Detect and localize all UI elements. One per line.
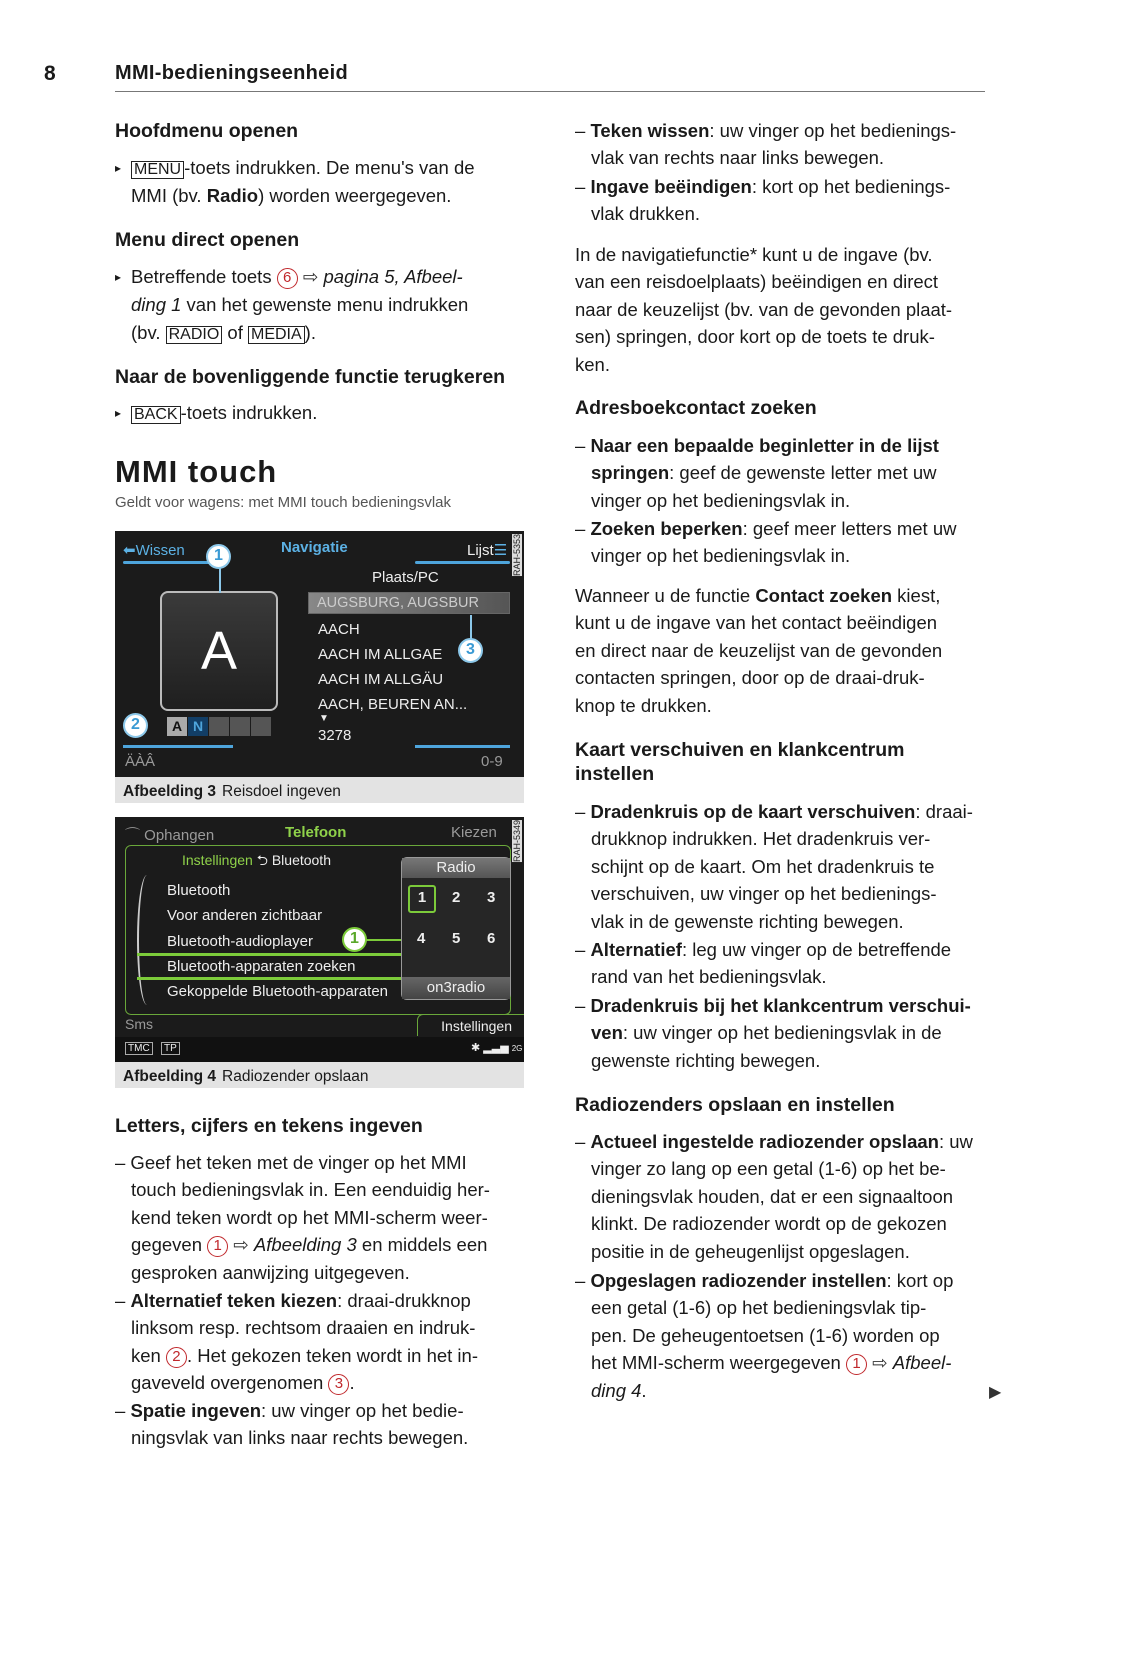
text: : leg uw vinger op de betreffende rand van het bedieningsvlak. [591, 939, 952, 988]
list-item-selected[interactable]: Bluetooth-apparaten zoeken [167, 958, 356, 975]
bold-text: Spatie ingeven [130, 1400, 262, 1421]
heading-menu-direct: Menu direct openen [115, 229, 300, 251]
dash-item [575, 1128, 995, 1265]
paragraph [575, 241, 995, 378]
dash-item [575, 173, 995, 228]
figure-code: RAH-5349 [512, 820, 522, 863]
footer-line [415, 745, 510, 748]
callout-1: 1 [206, 544, 231, 569]
text: kiest, kunt u de ingave van het contact beëindigen en direct naar de keuzelijst van de gevonden contacten springen, door op de draai-druk- knop te drukken. [575, 585, 943, 716]
callout-line [365, 939, 401, 941]
selection-line [137, 977, 401, 980]
preset-5[interactable]: 5 [452, 930, 461, 947]
text: van het gewenste menu indrukken (bv. [131, 294, 469, 343]
text: : uw vinger zo lang op een getal (1-6) op het be- dieningsvlak houden, dat er een signaaltoon klinkt. De radiozender wordt op de gekozen positie in de geheugenlijst opgeslagen. [591, 1131, 973, 1262]
preset-1[interactable]: 1 [408, 885, 436, 913]
text: – [575, 1270, 591, 1291]
list-item[interactable]: Bluetooth-audioplayer [167, 933, 313, 950]
dash-item [575, 515, 995, 570]
result-count: 3278 [318, 727, 352, 744]
text: : geef de gewenste letter met uw vinger op het bedieningsvlak in. [591, 462, 937, 511]
letter-slot[interactable]: N [188, 717, 208, 736]
umlaut-option[interactable]: ÄÀÂ [125, 753, 156, 770]
text: – [575, 801, 591, 822]
bullet-triangle-icon: ▸ [115, 406, 122, 420]
callout-3: 3 [458, 638, 483, 663]
text: . Het gekozen teken wordt in het in- gaveveld overgenomen [131, 1344, 478, 1394]
dash-item [575, 992, 995, 1074]
figure-4-caption: Afbeelding 4 Radiozender opslaan [115, 1062, 524, 1088]
tmc-badge: TMC [125, 1042, 153, 1055]
text: – Geef het teken met de vinger op het MMI touch bedieningsvlak in. Een eenduidig her- kend teken wordt op het MMI-scherm weer- gegeven [115, 1152, 490, 1256]
text: – [575, 995, 591, 1016]
bold-text: Dradenkruis op de kaart verschuiven [590, 801, 916, 822]
bold-text: Teken wissen [590, 120, 710, 141]
heading-kaart: Kaart verschuiven en klankcentrum instellen [575, 739, 905, 785]
breadcrumb: Instellingen ⮌ Bluetooth [182, 852, 331, 868]
italic-ref: pagina 5, Afbeel- ding 1 [131, 266, 463, 316]
list-item[interactable]: AACH IM ALLGAE [318, 646, 443, 663]
heading-adresboek: Adresboekcontact zoeken [575, 397, 817, 419]
text: -toets indrukken. De menu's van de MMI (bv. [131, 157, 475, 207]
letter-slot[interactable] [209, 717, 229, 736]
figure-4-screen [115, 817, 524, 1062]
preset-4[interactable]: 4 [417, 930, 426, 947]
list-item[interactable]: AACH IM ALLGÄU [318, 671, 444, 688]
wissen-label: ⬅Wissen [123, 542, 185, 559]
text: – [575, 518, 591, 539]
text: : uw vinger op het bedieningsvlak in de gewenste richting bewegen. [591, 1022, 942, 1071]
page-number: 8 [44, 62, 56, 85]
instruction-back [115, 399, 535, 427]
bold-text: Dradenkruis bij het klankcentrum verschui- ven [590, 995, 971, 1044]
text: – [115, 1400, 131, 1421]
preset-2[interactable]: 2 [452, 889, 461, 906]
destination-input[interactable]: AUGSBURG, AUGSBUR [308, 592, 510, 614]
section-subtitle: Geldt voor wagens: met MMI touch bedieningsvlak [115, 494, 451, 511]
text: en middels een gesproken aanwijzing uitgegeven. [131, 1234, 488, 1283]
text: – [115, 1290, 131, 1311]
heading-radiozenders: Radiozenders opslaan en instellen [575, 1094, 895, 1116]
text: of [222, 321, 248, 343]
preset-6[interactable]: 6 [487, 930, 496, 947]
dash-item [575, 432, 995, 514]
popup-title: Radio [402, 858, 510, 878]
bold-text: Opgeslagen radiozender instellen [590, 1270, 887, 1291]
bold-text: Alternatief [590, 939, 682, 960]
dash-item [115, 1149, 535, 1286]
bold-text: Contact zoeken [755, 585, 893, 606]
page-title: MMI-bedieningseenheid [115, 62, 348, 84]
screen-title: Telefoon [285, 824, 347, 841]
bold-text: Ingave beëindigen [590, 176, 752, 197]
status-bar [115, 1037, 524, 1062]
callout-number: 1 [846, 1354, 867, 1375]
callout-number: 3 [328, 1374, 349, 1395]
key-label: RADIO [166, 326, 223, 344]
field-label: Plaats/PC [372, 569, 439, 586]
heading-hoofdmenu: Hoofdmenu openen [115, 120, 299, 142]
footer-line [123, 745, 233, 748]
text: – [575, 435, 591, 456]
key-label: MENU [131, 161, 184, 179]
paragraph [575, 582, 995, 719]
header-line [415, 561, 510, 564]
text: : geef meer letters met uw vinger op het bedieningsvlak in. [591, 518, 957, 567]
scroll-down-icon: ▼ [319, 713, 329, 724]
text: . [641, 1379, 647, 1401]
bold-text: Alternatief teken kiezen [130, 1290, 338, 1311]
text: Betreffende toets [131, 266, 277, 287]
text: – [575, 1131, 591, 1152]
dash-item [575, 1267, 995, 1404]
callout-1: 1 [342, 927, 367, 952]
figure-3-screen [115, 531, 524, 777]
list-item[interactable]: Voor anderen zichtbaar [167, 907, 323, 924]
bold-text: Radio [206, 185, 259, 207]
text: : uw vinger op het bedie- ningsvlak van links naar rechts bewegen. [131, 1400, 469, 1449]
instruction-direct [115, 263, 535, 346]
figure-code: RAH-5353 [512, 534, 522, 577]
text: – [575, 939, 591, 960]
letter-slot[interactable]: A [167, 717, 187, 736]
instruction-menu [115, 154, 535, 210]
selection-line [137, 953, 401, 956]
dash-item [115, 1287, 535, 1397]
text: . [349, 1372, 355, 1394]
screen-title: Navigatie [281, 539, 348, 556]
list-item[interactable]: Bluetooth [167, 882, 231, 899]
list-label: Lijst☰ [467, 542, 508, 559]
arrow-icon: ⇨ [867, 1352, 893, 1374]
bold-text: Naar een bepaalde beginletter in de lijst springen [590, 435, 939, 484]
dash-item [575, 798, 995, 935]
bold-text: Actueel ingestelde radiozender opslaan [590, 1131, 939, 1152]
text: : kort op een getal (1-6) op het bedieningsvlak tip- pen. De geheugentoetsen (1-6) worden op het MMI-scherm weergegeven [591, 1270, 954, 1374]
character-input-pad[interactable]: A [160, 591, 278, 711]
callout-number: 2 [166, 1347, 187, 1368]
bullet-triangle-icon: ▸ [115, 161, 122, 175]
text: : draai-drukknop linksom resp. rechtsom draaien en indruk- ken [131, 1290, 476, 1366]
list-item[interactable]: Gekoppelde Bluetooth-apparaten [167, 983, 389, 1000]
italic-ref: Afbeel- ding 4 [591, 1352, 952, 1401]
dash-item [575, 117, 995, 172]
heading-terugkeren: Naar de bovenliggende functie terugkeren [115, 366, 506, 388]
bluetooth-signal-icon: ✱ ▂▃▅ 2G [471, 1042, 523, 1054]
arrow-icon: ⇨ [297, 266, 324, 287]
list-item[interactable]: AACH [318, 621, 360, 638]
bullet-triangle-icon: ▸ [115, 270, 122, 284]
key-label: MEDIA [248, 326, 305, 344]
dash-item [115, 1397, 535, 1452]
bold-text: Zoeken beperken [590, 518, 743, 539]
sms-tab[interactable]: Sms [125, 1016, 153, 1032]
section-title: MMI touch [115, 454, 278, 489]
header-rule [115, 91, 985, 92]
radio-popup [401, 857, 511, 1000]
callout-number: 1 [207, 1236, 228, 1257]
numbers-option[interactable]: 0-9 [481, 753, 503, 770]
letter-slot[interactable] [251, 717, 271, 736]
text: In de navigatiefunctie* kunt u de ingave (bv. van een reisdoelplaats) beëindigen en direct naar de keuzelijst (bv. van de gevonden plaat- sen) springen, door kort op de toets te druk- ken. [575, 244, 953, 375]
text: : uw vinger op het bedienings- vlak van rechts naar links bewegen. [591, 120, 957, 169]
tp-badge: TP [161, 1042, 180, 1055]
text: – [575, 176, 591, 197]
dash-item [575, 936, 995, 991]
scroll-arc [137, 875, 157, 1005]
italic-ref: Afbeelding 3 [253, 1234, 357, 1256]
text: Wanneer u de functie [575, 585, 756, 606]
list-item[interactable]: AACH, BEUREN AN... [318, 696, 468, 713]
text: : draai- drukknop indrukken. Het dradenkruis ver- schijnt op de kaart. Om het dradenkruis te verschuiven, uw vinger op het bedienings- vlak in de gewenste richting bewegen. [591, 801, 973, 932]
hangup-label[interactable]: ⌒ Ophangen [125, 827, 215, 844]
arrow-icon: ⇨ [228, 1234, 254, 1256]
figure-3-caption: Afbeelding 3 Reisdoel ingeven [115, 777, 524, 803]
list-icon: ☰ [493, 542, 508, 559]
preset-3[interactable]: 3 [487, 889, 496, 906]
text: ) worden weergegeven. [258, 185, 452, 207]
heading-letters: Letters, cijfers en tekens ingeven [115, 1115, 423, 1137]
letter-slot[interactable] [230, 717, 250, 736]
settings-tab[interactable]: Instellingen [417, 1014, 524, 1036]
callout-line [219, 567, 221, 593]
text: : kort op het bedienings- vlak drukken. [591, 176, 951, 225]
callout-number: 6 [277, 268, 298, 289]
dial-label[interactable]: Kiezen [451, 824, 497, 841]
text: – [575, 120, 591, 141]
key-label: BACK [131, 406, 181, 424]
text: ). [304, 321, 316, 343]
text: -toets indrukken. [180, 402, 318, 423]
continue-arrow-icon: ▶ [989, 1384, 1002, 1401]
station-name: on3radio [402, 977, 510, 999]
callout-2: 2 [123, 713, 148, 738]
